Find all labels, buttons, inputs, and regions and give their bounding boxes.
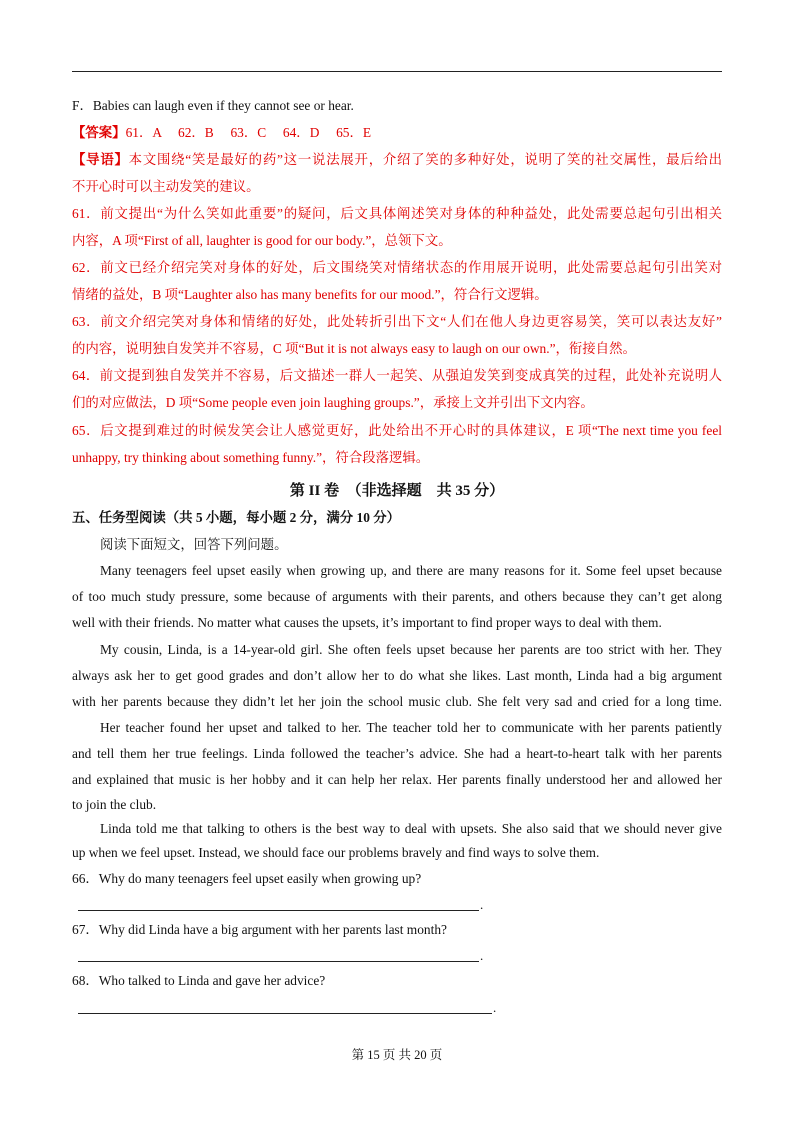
answer-label: 【答案】 — [72, 125, 126, 140]
answer-text: 61．A 62．B 63．C 64．D 65．E — [125, 125, 372, 140]
explanation-line: 63．前文介绍完笑对身体和情绪的好处，此处转折引出下文“人们在他人身边更容易笑，笑可以表达友好” — [72, 314, 722, 329]
passage-line: to join the club. — [72, 797, 157, 812]
explanation-line: 情绪的益处，B 项“Laughter also has many benefits for our mood.”，符合行文逻辑。 — [72, 287, 548, 302]
question-66: 66．Why do many teenagers feel upset easily when growing up? — [72, 871, 422, 886]
explanation-line: 64．前文提到独自发笑并不容易，后文描述一群人一起笑、从强迫发笑到变成真笑的过程，此处补充说明人 — [72, 368, 722, 383]
passage-line: Her teacher found her upset and talked to her. The teacher told her to communicate with her parents patiently — [100, 720, 722, 735]
question-67: 67．Why did Linda have a big argument with her parents last month? — [72, 922, 447, 937]
passage-line: well with their friends. No matter what causes the upsets, it’s important to find proper ways to deal with them. — [72, 615, 662, 630]
blank-end-67: . — [480, 948, 484, 963]
explanation-line: unhappy, try thinking about something funny.”，符合段落逻辑。 — [72, 450, 430, 465]
explanation-line: 65．后文提到难过的时候发笑会让人感觉更好，此处给出不开心时的具体建议，E 项“The next time you feel — [72, 423, 722, 438]
passage-line: My cousin, Linda, is a 14-year-old girl. She often feels upset because her parents are too strict with her. They — [100, 642, 722, 657]
explanation-line: 61．前文提出“为什么笑如此重要”的疑问，后文具体阐述笑对身体的种种益处，此处需要总起句引出相关 — [72, 206, 722, 221]
passage-line: up when we feel upset. Instead, we should face our problems bravely and find ways to solve them. — [72, 845, 600, 860]
passage-line: of too much study pressure, some because of arguments with their parents, and others because they can’t get along — [72, 589, 722, 604]
section5-title: 五、任务型阅读（共 5 小题，每小题 2 分，满分 10 分） — [72, 510, 401, 525]
passage-line: and explained that music is her hobby and it can help her relax. Her parents finally understood her and allowed her — [72, 772, 722, 787]
part2-title: 第 II 卷 （非选择题 共 35 分） — [289, 483, 505, 499]
page-footer: 第 15 页 共 20 页 — [351, 1048, 443, 1062]
explanation-line: 62．前文已经介绍完笑对身体的好处，后文围绕笑对情绪状态的作用展开说明，此处需要总起句引出笑对 — [72, 260, 722, 275]
option-f: F．Babies can laugh even if they cannot see or hear. — [72, 98, 354, 113]
explanation-line: 内容，A 项“First of all, laughter is good for our body.”，总领下文。 — [72, 233, 452, 248]
answer-blank-66[interactable] — [78, 910, 479, 911]
explanation-line: 的内容，说明独自发笑并不容易，C 项“But it is not always easy to laugh on our own.”，衔接自然。 — [72, 341, 636, 356]
passage-line: with her parents because they didn’t let her join the school music club. She felt very sad and cried for a long time. — [72, 694, 722, 709]
answer-blank-68[interactable] — [78, 1013, 492, 1014]
explanation-line: 们的对应做法，D 项“Some people even join laughing groups.”，承接上文并引出下文内容。 — [72, 395, 594, 410]
question-68: 68．Who talked to Linda and gave her advice? — [72, 973, 326, 988]
instruction: 阅读下面短文，回答下列问题。 — [100, 537, 288, 552]
guide-line-1: 【导语】本文围绕“笑是最好的药”这一说法展开，介绍了笑的多种好处，说明了笑的社交属性，最后给出 — [72, 152, 722, 167]
blank-end-66: . — [480, 897, 484, 912]
guide-line-2: 不开心时可以主动发笑的建议。 — [72, 179, 260, 194]
passage-line: Many teenagers feel upset easily when growing up, and there are many reasons for it. Some feel upset because — [100, 563, 722, 578]
blank-end-68: . — [493, 1000, 497, 1015]
passage-line: always ask her to get good grades and don’t allow her to do what she likes. Last month, Linda had a big argument — [72, 668, 722, 683]
answer-blank-67[interactable] — [78, 961, 479, 962]
header-rule — [72, 71, 722, 72]
guide-label: 【导语】 — [72, 152, 129, 167]
answer-line — [72, 124, 722, 142]
passage-line: Linda told me that talking to others is the best way to deal with upsets. She also said that we should never give — [100, 821, 722, 836]
passage-line: and tell them her true feelings. Linda followed the teacher’s advice. She had a heart-to-heart talk with her parents — [72, 746, 722, 761]
